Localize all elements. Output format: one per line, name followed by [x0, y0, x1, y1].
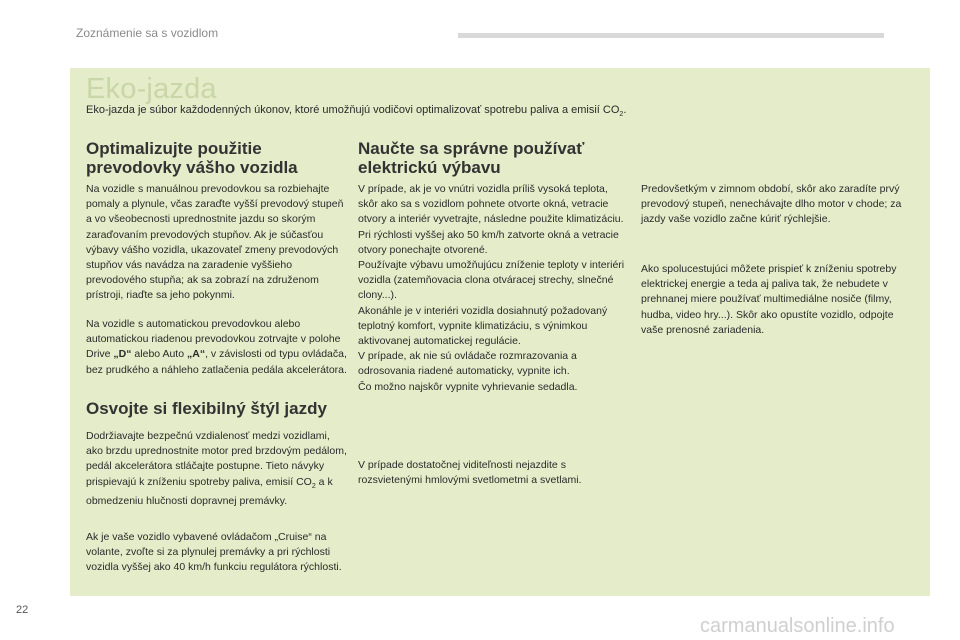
paragraph-manual-gearbox: Na vozidle s manuálnou prevodovkou sa rozbiehajte pomaly a plynule, včas zaraďte vyšší prevodový stupeň a vo všeobecnosti uprednostnite jazdu so skorým zaraďovaním prevodových stupňov. Ak je súčasťou výbavy vášho vozidla, ukazovateľ zmeny prevodových stupňov vás navádza na zaradenie vyššieho prevodového stupňa; ak sa zobrazí na združenom prístroji, riaďte sa jeho pokynmi.	[86, 183, 344, 302]
co2-subscript: 2	[311, 482, 316, 490]
paragraph-climate: Akonáhle je v interiéri vozidla dosiahnutý požadovaný teplotný komfort, vypnite klimatizáciu, s výnimkou aktivovanej automatickej regulácie.	[358, 304, 608, 348]
paragraph-defrost: V prípade, ak nie sú ovládače rozmrazovania a odrosovania riadené automaticky, vypnite ich.	[358, 350, 577, 378]
section-heading-electrical: Naučte sa správne používať elektrickú výbavu	[358, 139, 585, 177]
paragraph-safe-distance	[86, 429, 348, 509]
paragraph-seat-heating: Čo možno najskôr vypnite vyhrievanie sedadla.	[358, 380, 578, 393]
paragraph-sunblinds: Používajte výbavu umožňujúcu zníženie teploty v interiéri vozidla (zatemňovacia clona otváracej strechy, slnečné clony...).	[358, 259, 625, 302]
auto-text-a: Na vozidle s automatickou prevodovkou alebo automatickou riadenou prevodovkou zotrvajte v polohe Drive	[86, 318, 341, 361]
paragraph-winter: Predovšetkým v zimnom období, skôr ako zaradíte prvý prevodový stupeň, nenechávajte dlho motor v chode; za jazdy vaše vozidlo začne kúriť rýchlejšie.	[641, 183, 902, 226]
page-number: 22	[16, 604, 29, 616]
auto-label: „A“	[186, 348, 206, 361]
electrical-paragraphs	[358, 182, 626, 395]
intro-text: Eko-jazda je súbor každodenných úkonov, ktoré umožňujú vodičovi optimalizovať spotrebu paliva a emisií CO	[86, 104, 620, 116]
header-rule	[458, 33, 884, 38]
paragraph-ventilation: V prípade, ak je vo vnútri vozidla príliš vysoká teplota, skôr ako sa s vozidlom pohnete otvorte okná, vetracie otvory a interiér vyvetrajte, následne použite klimatizáciu.	[358, 183, 624, 226]
section-heading-gearbox: Optimalizujte použitie prevodovky vášho vozidla	[86, 139, 298, 177]
distance-text-a: Dodržiavajte bezpečnú vzdialenosť medzi vozidlami, ako brzdu uprednostnite motor pred brzdovým pedálom, pedál akcelerátora stláčajte postupne. Tieto návyky prispievajú k zníženiu spotreby paliva, emisií CO	[86, 430, 347, 488]
paragraph-fog-lights: V prípade dostatočnej viditeľnosti nejazdite s rozsvietenými hmlovými svetlometmi a svetlami.	[358, 459, 582, 487]
paragraph-passengers: Ako spolucestujúci môžete prispieť k zníženiu spotreby elektrickej energie a teda aj paliva tak, že nebudete v prehnanej miere používať multimediálne nosiče (filmy, hudba, video hry...). Skôr ako opustíte vozidlo, odpojte vaše prenosné zariadenia.	[641, 263, 897, 336]
paragraph-windows: Pri rýchlosti vyššej ako 50 km/h zatvorte okná a vetracie otvory ponechajte otvorené.	[358, 228, 619, 256]
page-title: Eko-jazda	[86, 73, 217, 105]
auto-text-c: alebo Auto	[131, 348, 187, 361]
intro-paragraph	[86, 103, 916, 122]
distance-text-b: a k obmedzeniu hlučnosti dopravnej premávky.	[86, 475, 333, 507]
intro-subscript: 2	[619, 111, 624, 119]
section-heading-driving-style: Osvojte si flexibilný štýl jazdy	[86, 399, 327, 418]
paragraph-automatic-gearbox	[86, 317, 348, 378]
drive-label: „D“	[113, 348, 132, 361]
watermark: carmanualsonline.info	[700, 615, 895, 637]
auto-text-d: , v závislosti od typu ovládača, bez prudkého a náhleho zatlačenia pedála akcelerátora.	[86, 348, 347, 376]
intro-end: .	[623, 104, 627, 116]
paragraph-cruise-control: Ak je vaše vozidlo vybavené ovládačom „Cruise“ na volante, zvoľte si za plynulej premávky a pri rýchlosti vozidla vyššej ako 40 km/h funkciu regulátora rýchlosti.	[86, 531, 342, 574]
running-header: Zoznámenie sa s vozidlom	[76, 26, 219, 40]
